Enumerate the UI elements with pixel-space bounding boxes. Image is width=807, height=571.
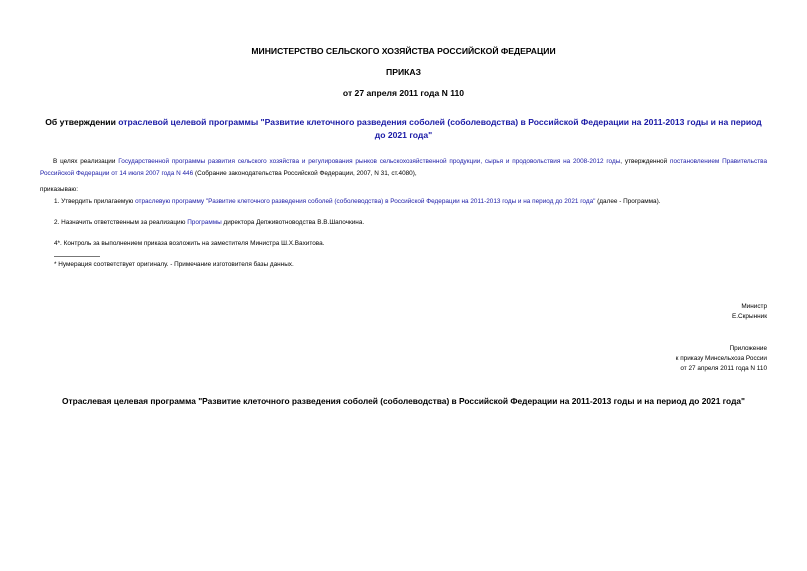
title-program-link[interactable]: отраслевой целевой программы "Развитие клеточного разведения соболей (соболеводства) в Российской Федерации на 2011-2013 годы и на период до 2021 года" — [118, 117, 762, 140]
document-title — [40, 116, 767, 142]
item1-program-link[interactable]: отраслевую программу "Развитие клеточного разведения соболей (соболеводства) в Российской Федерации на 2011-2013 годы и на период до 2021 года" — [135, 198, 596, 205]
ministry-heading: МИНИСТЕРСТВО СЕЛЬСКОГО ХОЗЯЙСТВА РОССИЙСКОЙ ФЕДЕРАЦИИ — [251, 46, 556, 56]
order-item-4: 4*. Контроль за выполнением приказа возложить на заместителя Министра Ш.Х.Вахитова. — [54, 240, 325, 247]
state-program-link[interactable]: Государственной программы развития сельского хозяйства и регулирования рынков сельскохозяйственной продукции, сырья и продовольствия на 2008-2012 годы — [118, 158, 621, 165]
government-decree-link[interactable]: постановлением Правительства Российской Федерации от 14 июля 2007 года N 446 — [40, 158, 767, 177]
footnote: * Нумерация соответствует оригиналу. - Примечание изготовителя базы данных. — [54, 261, 294, 268]
appendix-label: Приложение — [729, 345, 767, 352]
preamble-text-2: , утвержденной — [620, 158, 670, 165]
footnote-divider — [54, 256, 100, 257]
item1-prefix: 1. Утвердить прилагаемую — [54, 198, 136, 205]
order-item-1 — [54, 198, 661, 205]
document-date-number: от 27 апреля 2011 года N 110 — [342, 88, 465, 98]
preamble-text-1: В целях реализации — [53, 158, 119, 165]
item2-program-link[interactable]: Программы — [187, 219, 222, 226]
order-item-2 — [54, 219, 364, 226]
title-prefix: Об утверждении — [45, 117, 119, 127]
order-word: приказываю: — [40, 186, 78, 193]
item1-suffix: (далее - Программа). — [595, 198, 661, 205]
preamble-paragraph — [40, 156, 767, 180]
appendix-ref: к приказу Минсельхоза России — [675, 355, 767, 362]
document-type: ПРИКАЗ — [386, 67, 421, 77]
preamble-text-3: (Собрание законодательства Российской Федерации, 2007, N 31, ст.4080), — [193, 170, 417, 177]
item2-prefix: 2. Назначить ответственным за реализацию — [54, 219, 188, 226]
item2-suffix: директора Депживотноводства В.В.Шапочкина. — [221, 219, 365, 226]
signature-position: Министр — [741, 303, 767, 310]
signature-name: Е.Скрынник — [731, 313, 767, 320]
program-title: Отраслевая целевая программа "Развитие клеточного разведения соболей (соболеводства) в Российской Федерации на 2011-2013 годы и на период до 2021 года" — [61, 396, 746, 406]
appendix-date: от 27 апреля 2011 года N 110 — [680, 365, 767, 372]
